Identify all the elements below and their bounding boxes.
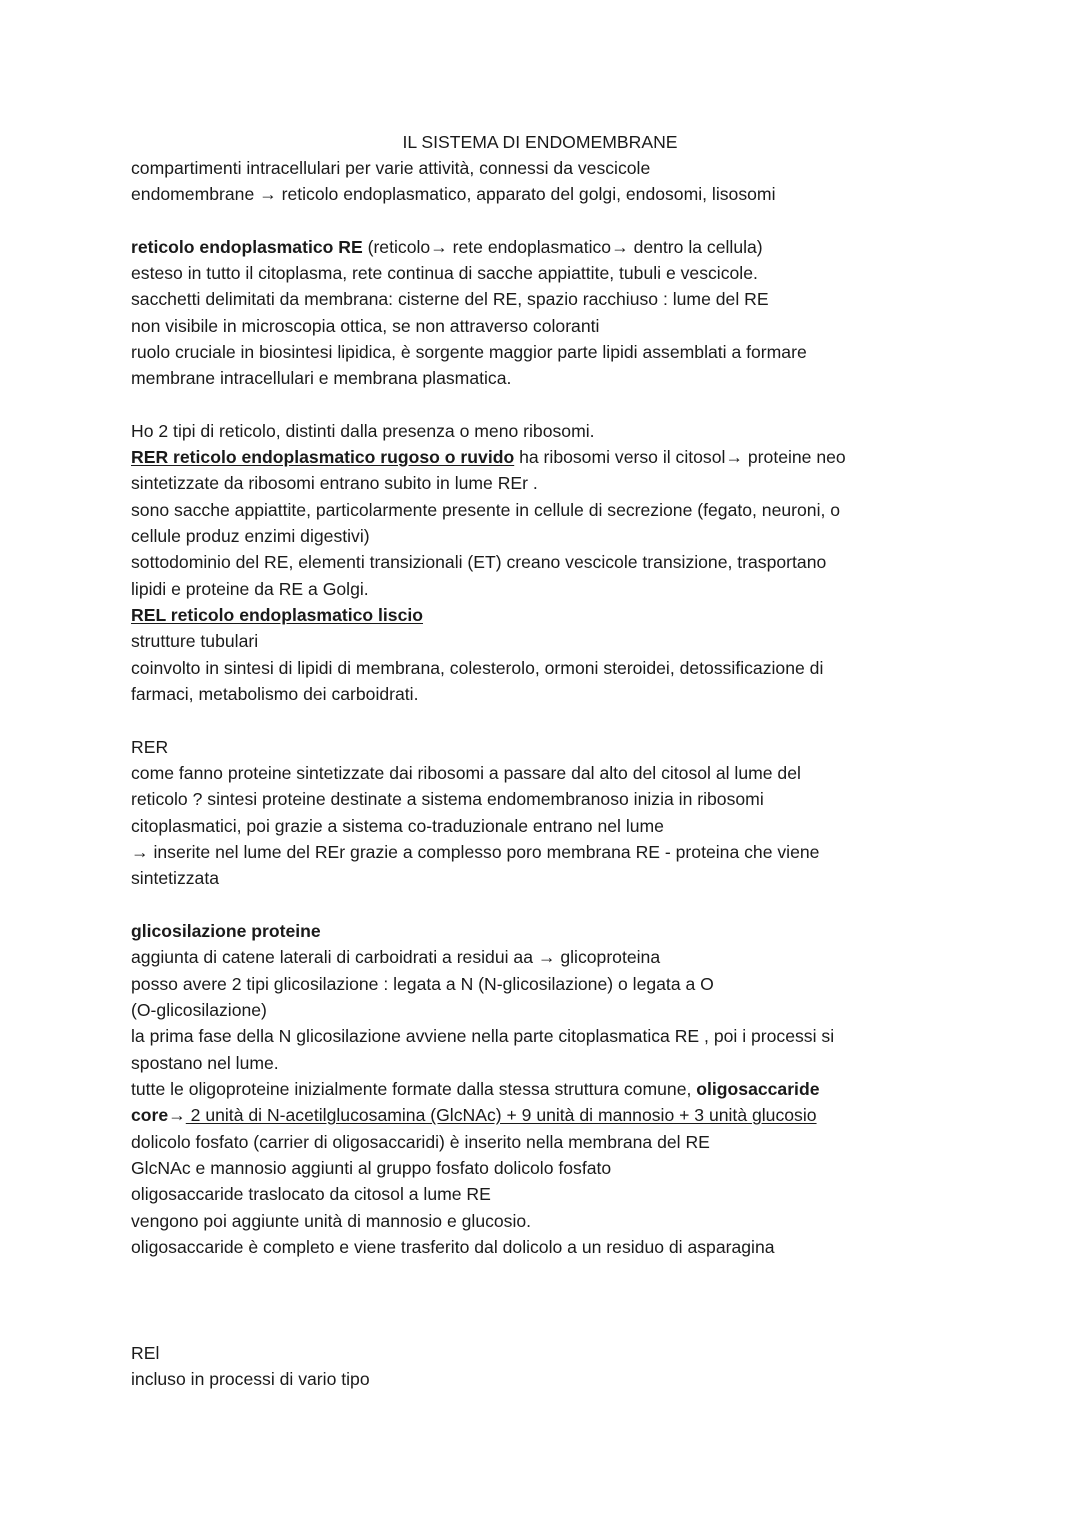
text-line: (O-glicosilazione) <box>131 1000 267 1020</box>
text-line: sono sacche appiattite, particolarmente presente in cellule di secrezione (fegato, neuroni, o <box>131 500 841 520</box>
text-line: → inserite nel lume del REr grazie a complesso poro membrana RE - proteina che viene <box>131 842 820 862</box>
re-heading: reticolo endoplasmatico RE <box>131 237 363 257</box>
rer-heading: RER reticolo endoplasmatico rugoso o ruvido <box>131 447 515 467</box>
re-heading-rest: (reticolo→ rete endoplasmatico→ dentro la cellula) <box>362 237 763 257</box>
rer-heading-rest: ha ribosomi verso il citosol→ proteine neo <box>514 447 846 467</box>
re-heading-line <box>131 234 763 260</box>
text-line: ruolo cruciale in biosintesi lipidica, è sorgente maggior parte lipidi assemblati a formare <box>131 342 807 362</box>
text-line: oligosaccaride traslocato da citosol a lume RE <box>131 1184 491 1204</box>
text-line: endomembrane → reticolo endoplasmatico, apparato del golgi, endosomi, lisosomi <box>131 184 776 204</box>
rel-heading: REL reticolo endoplasmatico liscio <box>131 605 423 625</box>
text-line: posso avere 2 tipi glicosilazione : legata a N (N-glicosilazione) o legata a O <box>131 974 714 994</box>
text-line: membrane intracellulari e membrana plasmatica. <box>131 368 512 388</box>
text-line: esteso in tutto il citoplasma, rete continua di sacche appiattite, tubuli e vescicole. <box>131 263 758 283</box>
core-composition: 2 unità di N-acetilglucosamina (GlcNAc) + 9 unità di mannosio + 3 unità glucosio <box>185 1105 817 1125</box>
glycosylation-heading-line <box>131 918 321 944</box>
text-line: strutture tubulari <box>131 631 259 651</box>
core-term: core <box>131 1105 169 1125</box>
text-line: GlcNAc e mannosio aggiunti al gruppo fosfato dolicolo fosfato <box>131 1158 612 1178</box>
text-line: citoplasmatici, poi grazie a sistema co-traduzionale entrano nel lume <box>131 816 664 836</box>
text-line: oligosaccaride è completo e viene trasferito dal dolicolo a un residuo di asparagina <box>131 1237 775 1257</box>
text-line: come fanno proteine sintetizzate dai ribosomi a passare dal alto del citosol al lume del <box>131 763 801 783</box>
text-line: sacchetti delimitati da membrana: cisterne del RE, spazio racchiuso : lume del RE <box>131 289 769 309</box>
rel-section-label: REl <box>131 1343 160 1363</box>
text-line: coinvolto in sintesi di lipidi di membrana, colesterolo, ormoni steroidei, detossificazione di <box>131 658 824 678</box>
text-line: sottodominio del RE, elementi transizionali (ET) creano vescicole transizione, trasportano <box>131 552 827 572</box>
text-line: sintetizzata <box>131 868 220 888</box>
text-line: cellule produz enzimi digestivi) <box>131 526 370 546</box>
text-line: reticolo ? sintesi proteine destinate a sistema endomembranoso inizia in ribosomi <box>131 789 764 809</box>
rer-heading-line <box>131 444 846 470</box>
text-line: incluso in processi di vario tipo <box>131 1369 370 1389</box>
glycosylation-heading: glicosilazione proteine <box>131 921 321 941</box>
page-title: IL SISTEMA DI ENDOMEMBRANE <box>402 132 678 152</box>
text-line <box>131 1102 817 1128</box>
text-line: sintetizzate da ribosomi entrano subito in lume REr . <box>131 473 538 493</box>
text-line: vengono poi aggiunte unità di mannosio e glucosio. <box>131 1211 532 1231</box>
oligosaccharide-term: oligosaccaride <box>696 1079 820 1099</box>
rel-heading-line <box>131 602 423 628</box>
text-line: non visibile in microscopia ottica, se non attraverso coloranti <box>131 316 600 336</box>
text-span: tutte le oligoproteine inizialmente formate dalla stessa struttura comune, <box>131 1079 697 1099</box>
text-line: lipidi e proteine da RE a Golgi. <box>131 579 369 599</box>
arrow-glyph: → <box>168 1105 186 1125</box>
text-line: aggiunta di catene laterali di carboidrati a residui aa → glicoproteina <box>131 947 661 967</box>
text-line: la prima fase della N glicosilazione avviene nella parte citoplasmatica RE , poi i processi si <box>131 1026 835 1046</box>
text-line: farmaci, metabolismo dei carboidrati. <box>131 684 419 704</box>
text-line: dolicolo fosfato (carrier di oligosaccaridi) è inserito nella membrana del RE <box>131 1132 710 1152</box>
text-line: Ho 2 tipi di reticolo, distinti dalla presenza o meno ribosomi. <box>131 421 595 441</box>
text-line: spostano nel lume. <box>131 1053 279 1073</box>
rer-section-label: RER <box>131 737 169 757</box>
text-line: compartimenti intracellulari per varie attività, connessi da vescicole <box>131 158 651 178</box>
text-line <box>131 1076 819 1102</box>
